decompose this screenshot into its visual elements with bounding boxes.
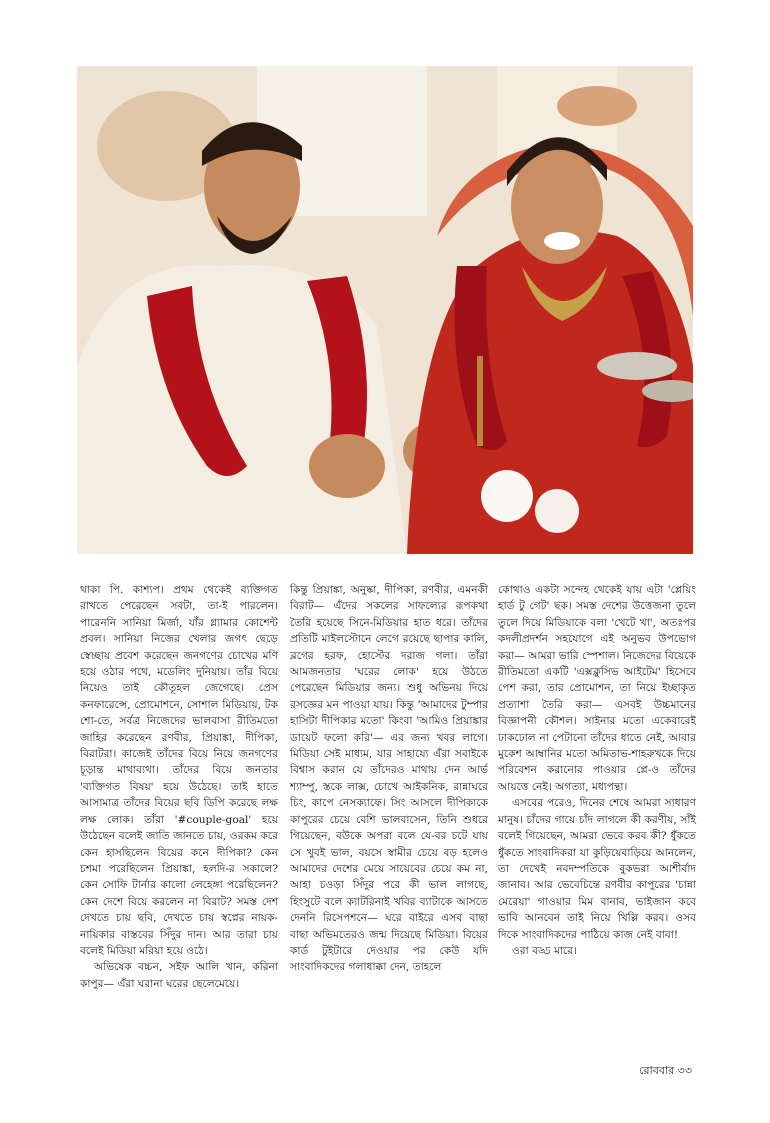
paragraph: এসবের পরেও, দিনের শেষে আমরা সাধারণ মানুষ। চাঁদের গায়ে চাঁদ লাগলে কী করণীয়, সাঁই বলেই গিয়েছেন, আমরা ভেবে করব কী? ধুঁকতে ধুঁকতে সাংবাদিকরা যা কুড়িয়েবাড়িয়ে আনলেন, তা দেখেই নবদম্পতিকে বুকভরা আশীর্বাদ জানাব। আর ভেবেচিন্তে রণবীর কাপুরের 'চান্না মেরেয়া' গাওয়ার মিম বানাব, ভাইজান কবে ভাবি আনবেন তাই নিয়ে খিল্লি করব। ওসব দিকে সাংবাদিকদের পাঠিয়ে কাজ নেই বাবা!: [498, 797, 696, 941]
wedding-photo: [77, 66, 693, 554]
text-column-2: [290, 582, 488, 976]
page-folio: রোববার ৩৩: [639, 1064, 692, 1077]
text-column-1: [80, 582, 278, 992]
wedding-illustration: [77, 66, 693, 554]
paragraph: অভিষেক বচ্চন, সইফ আলি খান, করিনা কাপুর— এঁরা ঘরানা ঘরের ছেলেমেয়ে।: [80, 961, 278, 990]
paragraph: কিন্তু প্রিয়াঙ্কা, অনুষ্কা, দীপিকা, রণবীর, এমনকী বিরাট— এঁদের সকলের সাফল্যের রূপকথা তৈরি হয়েছে সিনে-মিডিয়ার হাত ধরে। তাঁদের প্রতিটি মাইলস্টোনে লেগে রয়েছে ছাপার কালি, ব্লগের হরফ, হোস্টের দরাজ গলা। তাঁরা আমজনতার 'ঘরের লোক' হয়ে উঠতে পেরেছেন মিডিয়ার জন্য। শুধু অভিনয় দিয়ে রসজ্ঞের মন পাওয়া যায়। কিন্তু 'আমাদের টুম্পার হাসিটা দীপিকার মতো' কিংবা 'আমিও প্রিয়াঙ্কার ডায়েট ফলো করি'— এর জন্য খবর লাগে। মিডিয়া সেই মাধ্যম, যার সাহায্যে এঁরা সবাইকে বিশ্বাস করান যে তাঁদেরও মাথায় দেন আর্ভ শ্যাম্পু, স্তকে লাক্স, চোখে আইকনিক, রান্নাঘরে চিং, কাপে নেসক্যাফে। সিং আসলে দীপিকাকে কাপুরের চেয়ে বেশি ভালবাসেন, তিনি শুধরে গিয়েছেন, বউকে অপরা বলে যে-বর চটে যায় সে খুবই ভাল, বয়সে স্বামীর চেয়ে বড় হলেও আমাদের দেশের মেয়ে সায়েবের চেয়ে কম না, আহা চওড়া সিঁদুর পরে কী ভাল লাগছে, হিংসুটে বলে ক্যাটরিনাই খবির ব্যাটাকে আসতে দেননি রিসেপশনে— ঘরে বাইরে এসব বাছা বাছা অভিমতেরও জন্ম দিয়েছে মিডিয়া। বিয়ের কার্ড টুইটারে দেওয়ার পর কেউ যদি সাংবাদিকদের গলাধাক্কা দেন, তাহলে: [290, 584, 488, 974]
paragraph: ওরা বড্ড মারে।: [512, 944, 577, 957]
paragraph: থাকা পি. কাশ্যপ। প্রথম থেকেই ব্যক্তিগত রাখতে পেরেছেন সবটা, তা-ই পারলেন। পারেননি সানিয়া মির্জা, যাঁর গ্ল্যামার কোশেন্ট প্রবল। সানিয়া নিজের খেলার জগৎ ছেড়ে স্বেচ্ছায় প্রবেশ করেছেন জনগণের চোখের মণি হয়ে ওঠার পথে, মডেলিং দুনিয়ায়। তাঁর বিয়ে নিয়েও তাই কৌতূহল জেগেছে। প্রেস কনফারেন্সে, প্রোমোশনে, সোশাল মিডিয়ায়, টক শো-তে, সর্বত্র নিজেদের ভালবাসা রীতিমতো জাহির করেছেন রণবীর, প্রিয়াঙ্কা, দীপিকা, বিরাটরা। কাজেই তাঁদের বিয়ে নিয়ে জনগণের চূড়ান্ত মাথাব্যথা। তাঁদের বিয়ে জনতার 'ব্যক্তিগত বিষয়' হয়ে উঠেছে। তাই হাতে আসামাত্র তাঁদের বিয়ের ছবি ডিপি করেছে লক্ষ লক্ষ লোক। তাঁরা '#couple-goal' হয়ে উঠেছেন বলেই জাতি জানতে চায়, ওরকম করে কেন হাসছিলেন বিয়ের কনে দীপিকা? কেন চশমা পরেছিলেন প্রিয়াঙ্কা, হলদি-র সকালে? কেন সোফি টার্নার কালো লেহেঙ্গা পরেছিলেন? কেন দেশে বিয়ে করলেন না বিরাট? সমস্ত দেশ দেখতে চায় ছবি, দেখতে চায় স্বপ্নের নায়ক-নায়িকার বাস্তবের সিঁদুর দান। আর তারা চায় বলেই মিডিয়া মরিয়া হয়ে ওঠে।: [80, 584, 278, 957]
paragraph: কোথাও একটা সন্দেহ থেকেই যায় এটা 'প্লেয়িং হার্ড টু গেট' ছক। সমস্ত দেশের উত্তেজনা তুলে তুলে দিয়ে মিডিয়াকে বলা 'খেটে খা', অতঃপর কদলীপ্রদর্শন সহযোগে এই অনুভব উপভোগ করা— আমরা ভারি স্পেশাল। নিজেদের বিয়েকে রীতিমতো একটি 'এক্সক্লুসিভ আইটেম' হিসেবে পেশ করা, তার প্রোমোশন, তা নিয়ে ইচ্ছাকৃত প্রত্যাশা তৈরি করা— এসবই উচ্চমানের বিজ্ঞাপনী কৌশল। সাইনার মতো একেবারেই ঢাকঢোল না পেটানো তাঁদের ধাতে নেই, আবার মুকেশ আম্বানির মতো অমিতাভ-শাহরুখকে দিয়ে পরিবেশন করানোর পাওয়ার প্লে-ও তাঁদের আয়ত্তে নেই। অগত্যা, মধ্যপন্থা।: [498, 584, 697, 793]
text-column-3: [498, 582, 696, 959]
